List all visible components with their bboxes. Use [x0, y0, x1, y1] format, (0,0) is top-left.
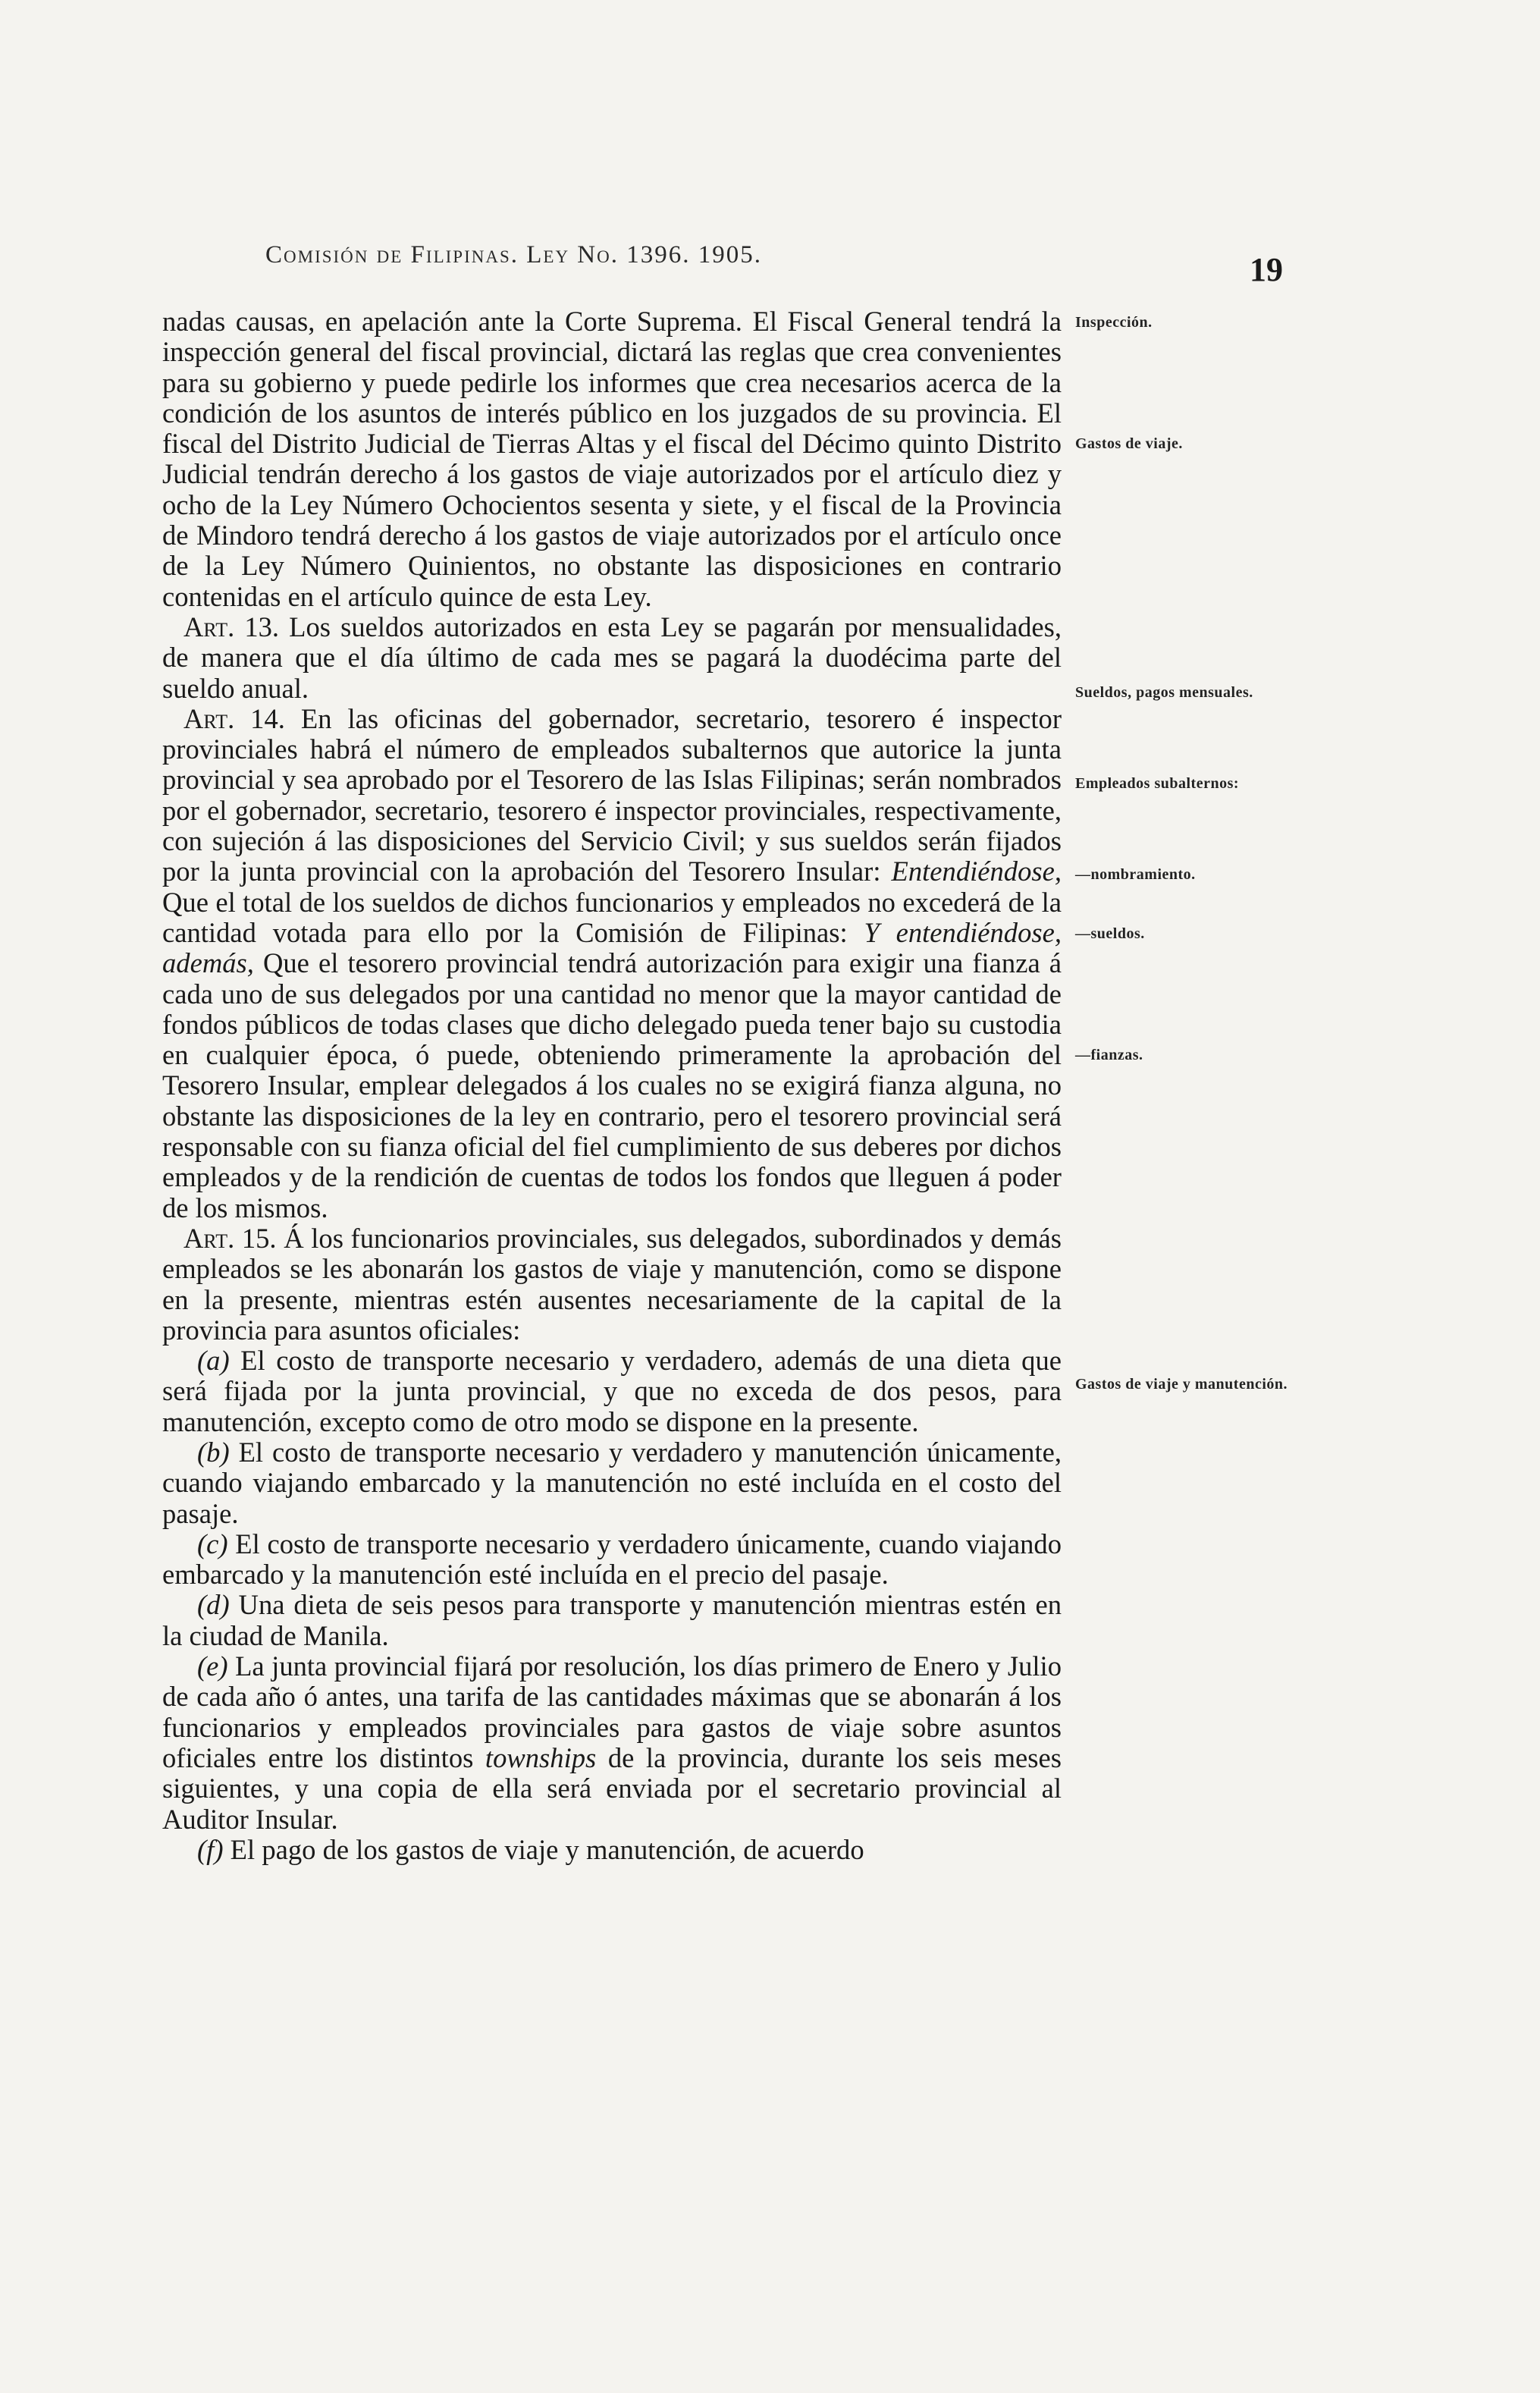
margin-note-sueldos: Sueldos, pagos mensuales. [1075, 684, 1253, 701]
margin-note-sueldos-2: —sueldos. [1075, 925, 1145, 942]
clause-e [162, 1651, 1062, 1835]
margin-note-nombramiento: —nombramiento. [1075, 866, 1196, 883]
running-header [265, 241, 1297, 269]
clause-label: (d) [197, 1589, 230, 1621]
margin-note-gastos-viaje: Gastos de viaje. [1075, 435, 1183, 452]
italic-text: townships [485, 1741, 597, 1773]
clause-label: (c) [197, 1528, 228, 1559]
margin-note-empleados: Empleados subalternos: [1075, 775, 1240, 792]
article-label: Art. 15. [183, 1222, 277, 1254]
article-text: Los sueldos autorizados en esta Ley se pagarán por mensualidades, de manera que el día último de cada mes se pagará la duodécima parte del sueldo anual. [162, 611, 1062, 704]
margin-note-inspeccion: Inspección. [1075, 314, 1153, 331]
clause-label: (a) [197, 1345, 230, 1377]
header-title: Comisión de Filipinas. Ley No. 1396. 1905. [265, 241, 763, 269]
clause-text: La junta provincial fijará por resolución, los días primero de Enero y Julio de cada año ó antes, una tarifa de las cantidades máximas que se abonarán á los funcionarios y empleados provinciales para gastos de viaje sobre asuntos oficiales entre los distintos [162, 1650, 1062, 1773]
article-text: En las oficinas del gobernador, secretario, tesorero é inspector provinciales habrá el número de empleados subalternos que autorice la junta provincial y sea aprobado por el Tesorero de las Islas Filipinas; serán nombrados por el gobernador, secretario, tesorero é inspector provinciales, respectivamente, con sujeción á las disposiciones del Servicio Civil; y sus sueldos serán fijados por la junta provincial con la aprobación del Tesorero Insular: [162, 702, 1062, 887]
clause-text: El costo de transporte necesario y verdadero únicamente, cuando viajando embarcado y la manutención esté incluída en el precio del pasaje. [162, 1528, 1062, 1591]
article-15 [162, 1223, 1062, 1346]
margin-note-gastos-manutencion: Gastos de viaje y manutención. [1075, 1376, 1288, 1393]
clause-label: (e) [197, 1650, 228, 1682]
clause-label: (f) [197, 1833, 224, 1865]
body-text [162, 306, 1062, 1865]
italic-text: Entendiéndose, [891, 856, 1062, 887]
clause-b [162, 1437, 1062, 1529]
article-14 [162, 704, 1062, 1223]
clause-f [162, 1835, 1062, 1865]
clause-a [162, 1346, 1062, 1437]
clause-text: El costo de transporte necesario y verdadero y manutención únicamente, cuando viajando embarcado y la manutención no esté incluída en el costo del pasaje. [162, 1436, 1062, 1529]
clause-c [162, 1529, 1062, 1591]
article-13 [162, 612, 1062, 704]
article-label: Art. 13. [183, 611, 280, 642]
page-number: 19 [1250, 251, 1283, 288]
article-label: Art. 14. [183, 702, 285, 734]
margin-note-fianzas: —fianzas. [1075, 1047, 1143, 1063]
article-text: Á los funcionarios provinciales, sus delegados, subordinados y demás empleados se les abonarán los gastos de viaje y manutención, como se dispone en la presente, mientras estén ausentes necesariamente de la capital de la provincia para asuntos oficiales: [162, 1222, 1062, 1346]
clause-label: (b) [197, 1436, 230, 1468]
paragraph-continuation: nadas causas, en apelación ante la Corte Suprema. El Fiscal General tendrá la inspección general del fiscal provincial, dictará las reglas que crea convenientes para su gobierno y puede pedirle los informes que crea necesarios acerca de la condición de los asuntos de interés público en los juzgados de su provincia. El fiscal del Distrito Judicial de Tierras Altas y el fiscal del Décimo quinto Distrito Judicial tendrán derecho á los gastos de viaje autorizados por el artículo diez y ocho de la Ley Número Ochocientos sesenta y siete, y el fiscal de la Provincia de Mindoro tendrá derecho á los gastos de viaje autorizados por el artículo once de la Ley Número Quinientos, no obstante las disposiciones en contrario contenidas en el artículo quince de esta Ley. [162, 306, 1062, 612]
clause-d [162, 1590, 1062, 1651]
clause-text: de la provincia, durante los seis meses siguientes, y una copia de ella será enviada por el secretario provincial al Auditor Insular. [162, 1741, 1062, 1835]
italic-text: Y entendiéndose, además, [162, 916, 1062, 979]
clause-text: El costo de transporte necesario y verdadero, además de una dieta que será fijada por la junta provincial, y que no exceda de dos pesos, para manutención, excepto como de otro modo se dispone en la presente. [162, 1345, 1062, 1437]
article-text: Que el total de los sueldos de dichos funcionarios y empleados no excederá de la cantidad votada para ello por la Comisión de Filipinas: [162, 886, 1062, 948]
clause-text: El pago de los gastos de viaje y manutención, de acuerdo [223, 1833, 864, 1865]
clause-text: Una dieta de seis pesos para transporte y manutención mientras estén en la ciudad de Manila. [162, 1589, 1062, 1651]
article-text: Que el tesorero provincial tendrá autorización para exigir una fianza á cada uno de sus delegados por una cantidad no menor que la mayor cantidad de fondos públicos de todas clases que dicho delegado pueda tener bajo su custodia en cualquier época, ó puede, obteniendo primeramente la aprobación del Tesorero Insular, emplear delegados á los cuales no se exigirá fianza alguna, no obstante las disposiciones de la ley en contrario, pero el tesorero provincial será responsable con su fianza oficial del fiel cumplimiento de sus deberes por dichos empleados y de la rendición de cuentas de todos los fondos que lleguen á poder de los mismos. [162, 947, 1062, 1223]
